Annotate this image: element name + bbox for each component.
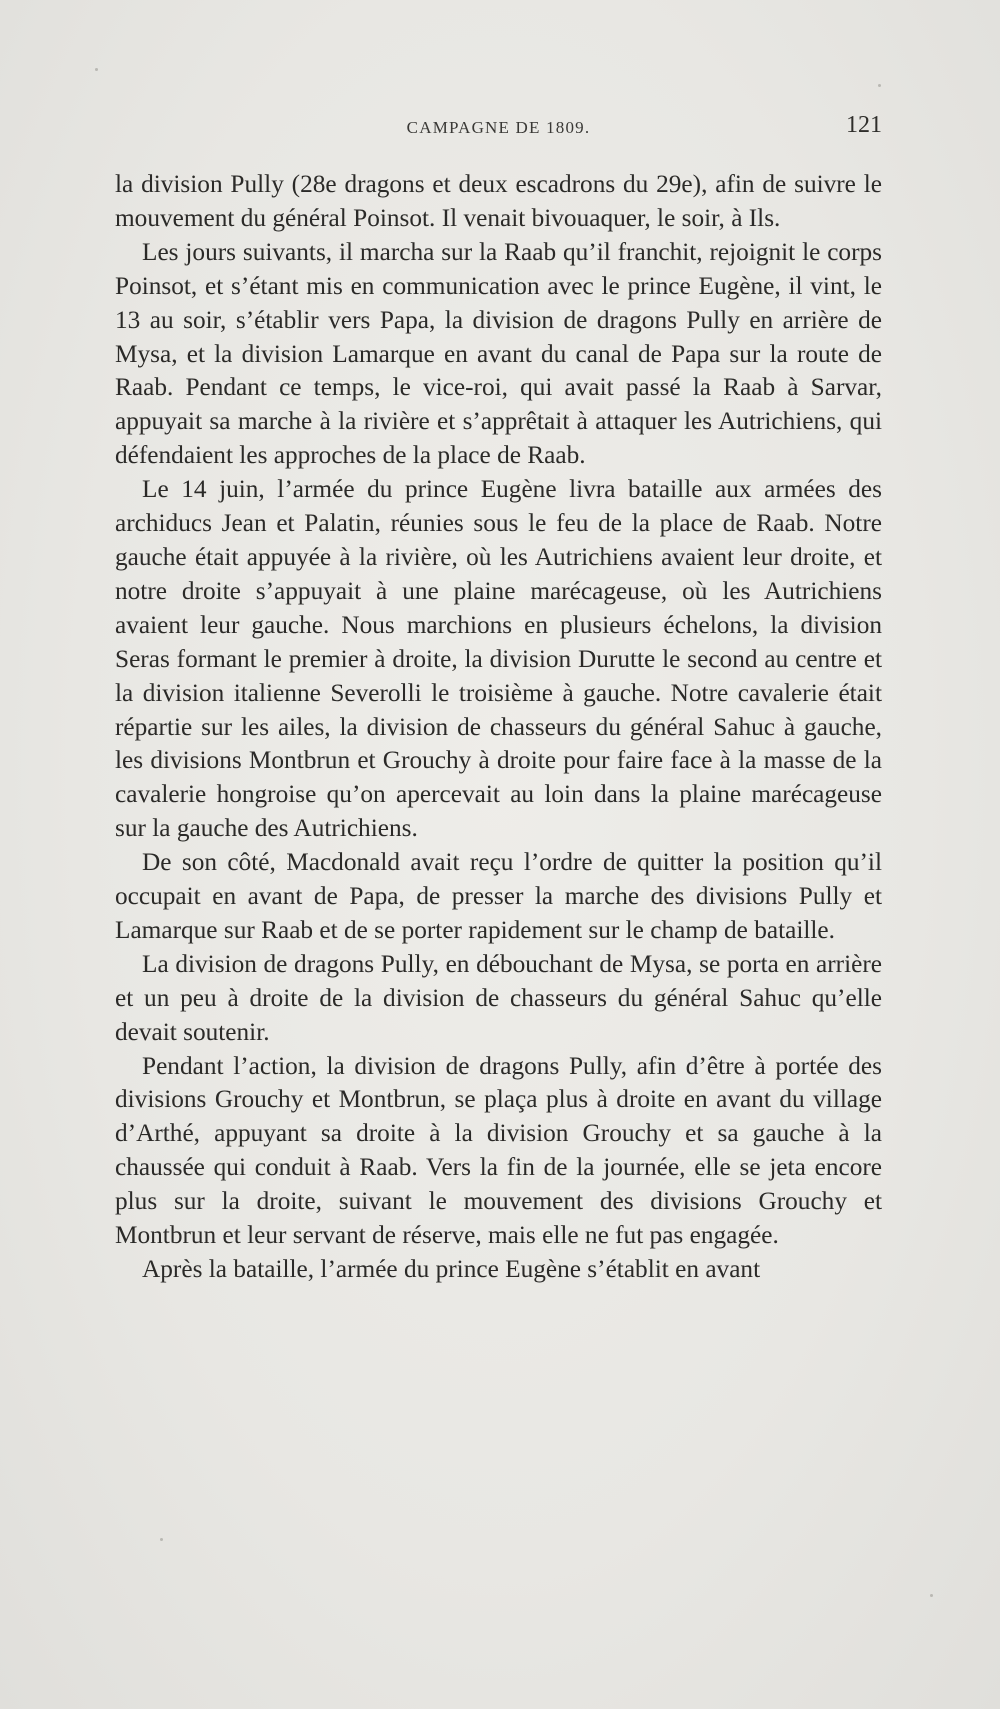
running-title: CAMPAGNE DE 1809. — [406, 118, 591, 137]
paragraph: De son côté, Macdonald avait reçu l’ordre de quitter la position qu’il occupait en avant de Papa, de presser la marche des divisions Pully et Lamarque sur Raab et de se porter rapidement sur le champ de bataille. — [115, 848, 882, 944]
paper-speck — [95, 68, 98, 71]
paragraph: la division Pully (28e dragons et deux escadrons du 29e), afin de suivre le mouvement du général Poinsot. Il venait bivouaquer, le soir, à Ils. — [115, 170, 882, 232]
paragraph: Les jours suivants, il marcha sur la Raab qu’il franchit, rejoignit le corps Poinsot, et s’étant mis en communication avec le prince Eugène, il vint, le 13 au soir, s’établir vers Papa, la division de dragons Pully en arrière de Mysa, et la division Lamarque en avant du canal de Papa sur la route de Raab. Pendant ce temps, le vice-roi, qui avait passé la Raab à Sarvar, appuyait sa marche à la rivière et s’apprêtait à attaquer les Autrichiens, qui défendaient les approches de la place de Raab. — [115, 237, 882, 470]
page-number: 121 — [846, 112, 882, 138]
paper-speck — [160, 1538, 163, 1541]
body-text — [115, 168, 882, 1287]
paragraph: Pendant l’action, la division de dragons Pully, afin d’être à portée des divisions Grouchy et Montbrun, se plaça plus à droite en avant du village d’Arthé, appuyant sa droite à la division Grouchy et sa gauche à la chaussée qui conduit à Raab. Vers la fin de la journée, elle se jeta encore plus sur la droite, suivant le mouvement des divisions Grouchy et Montbrun et leur servant de réserve, mais elle ne fut pas engagée. — [115, 1051, 882, 1250]
paper-speck — [878, 84, 881, 87]
paragraph: Le 14 juin, l’armée du prince Eugène livra bataille aux armées des archiducs Jean et Palatin, réunies sous le feu de la place de Raab. Notre gauche était appuyée à la rivière, où les Autrichiens avaient leur droite, et notre droite s’appuyait à une plaine marécageuse, où les Autrichiens avaient leur gauche. Nous marchions en plusieurs échelons, la division Seras formant le premier à droite, la division Durutte le second au centre et la division italienne Severolli le troisième à gauche. Notre cavalerie était répartie sur les ailes, la division de chasseurs du général Sahuc à gauche, les divisions Montbrun et Grouchy à droite pour faire face à la masse de la cavalerie hongroise qu’on apercevait au loin dans la plaine marécageuse sur la gauche des Autrichiens. — [115, 475, 882, 843]
paragraph: La division de dragons Pully, en débouchant de Mysa, se porta en arrière et un peu à droite de la division de chasseurs du général Sahuc qu’elle devait soutenir. — [115, 949, 882, 1046]
paper-speck — [930, 1594, 933, 1597]
running-head — [115, 112, 882, 140]
paragraph: Après la bataille, l’armée du prince Eugène s’établit en avant — [142, 1255, 761, 1283]
